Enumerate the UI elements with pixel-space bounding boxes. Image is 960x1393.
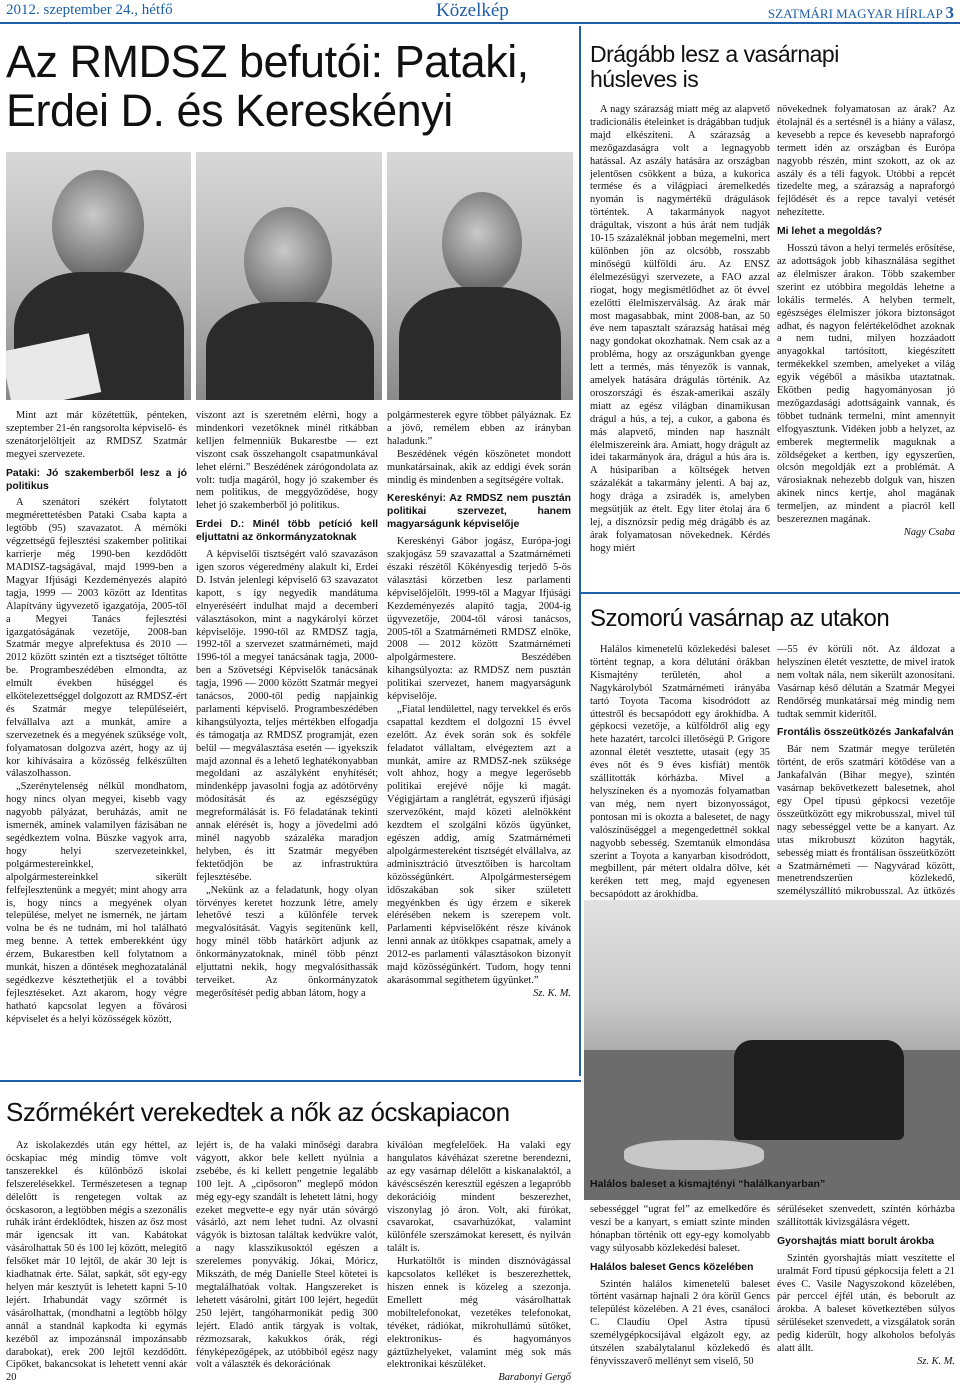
photo-pataki (6, 152, 191, 400)
husleves-headline: Drágább lesz a vasárnapi húsleves is (590, 41, 839, 92)
gencs-signature: Sz. K. M. (917, 1355, 955, 1367)
gencs-column-1: sebességgel “ugrat fel” az emelkedőre és veszi be a kanyart, s emiatt szinte minden hónapban történik ott egy-egy komolyabb vagy súlyosabb közlekedési baleset. Halálos baleset Gencs közelében Szintén halálos kimenetelű baleset történt vasárnap hajnali 2 óra körül Gencs települést közelében. A 21 éves, csanáloci C. Claudiu Opel Astra típusú személygépkocsijával elgázolt egy, az útszélen szabálytalanul közlekedő és fényvisszaverő mellényt sem viselő, 50 (590, 1204, 770, 1367)
section-title: Közelkép (436, 0, 509, 21)
section-rule-right (581, 592, 960, 594)
szormek-column-2: lejért is, de ha valaki minőségi darabra vágyott, akkor bele kellett nyúlnia a zsebébe, és ki kellett pengetnie legalább 100 lejt. A „cipősoron” meglepő módon még egy-egy szandált is lehetett látni, hogy ezeket megvette-e egy nyár után sóvárgó vásárló, azt nem lehet tudni. Az olvasni vágyók is biztosan találtak kedvükre valót, a nagy klasszikusoktól egészen a szerelemes ponyvákig. Jókai, Móricz, Mikszáth, de még Danielle Steel kötetei is megtalálhatóak voltak. Hangszereket is lehetett vásárolni, gitárt 100 lejért, hegedűt 250 lejért, tangóharmonikát pedig 300 lejért. Eladó antik tárgyak is voltak, rézmozsarak, kakukkos órák, régi fényképezőgépek, az utóbbiból egész nagy volt a választék és dekorációnak (196, 1140, 378, 1371)
issue-date: 2012. szeptember 24., hétfő (6, 2, 173, 18)
husleves-column-2: növekednek folyamatosan az árak? Az étolajnál és a sertésnél is a hiány a válasz, kevesebb a repce és kevesebb napraforgó termett idén az országban és Európa nagyobb részén, mint szokott, az ok az aszály és a téli fagyok. Utóbbi a repcét tizedelte meg, a szárazság a napraforgó fejlődését és a repce tavalyi vetését nehezítette. Mi lehet a megoldás? Hosszú távon a helyi termelés erősítése, az adottságok jobb kihasználása segíthet az élelmiszer árakon. Több szakember szerint ez utóbbira megoldás lehetne a lokális termelés. A helyben termelt, egészséges élelmiszer jókora biztonságot adhat, és nagyon felértékelődhet azoknak a nem tudni, milyen hozzáadott anyagokkal tartósított, kiegészített termékekkel szemben, amelyeket a világ egyik végéből a másikba utaztatnak. Ekötben pedig hagyományosan jó mezőgazdasági adottságaink vannak, és többet tudnánk termelni, mint amennyit elfogyasztunk. Vidéken jobb a helyzet, az emberek megtermelik maguknak a zöldségeket a kertben, így egyszerűen, olcsón megoldják ezt a problémát. A városiaknak nehezebb dolguk van, hiszen akinek nincs kertje, ahol magának termeljen, az mindent a piacról kell beszereznen magának. Nagy Csaba (777, 104, 955, 538)
vasarnap-column-2: —55 év körüli nőt. Az áldozat a helyszínen életét vesztette, de mivel iratok nem voltak nála, nem sikerült azonosítani. Vasárnap késő délután a Szatmár Megyei Rendőrség munkatársai még mindig nem tudtak semmit kiderítől. Frontális összeütközés Jankafalván Bár nem Szatmár megye területén történt, de erős szatmári kötődése van a Jankafalván (Bihar megye), szintén vasárnap bekövetkezett balesetnek, ahol egy Opel típusú gépkocsi vezetője összeütközött egy mikrobusszal, mivel túl nagy sebességgel vette be a kanyart. Az utas mikrobuszt közúton hagyták, sebesség miatt és frontálisan összeütközött a Szatmárnémeti — Nagyvárad között, menetrendszerűen közlekedő, személyszállító mikrobusszal. Az ütközés (777, 644, 955, 898)
photo-erdei (196, 152, 382, 400)
crash-caption: Halálos baleset a kismajtényi “halálkanyarban” (590, 1178, 826, 1190)
photo-kereskenyi (387, 152, 573, 400)
rmdsz-column-2: viszont azt is szeretném elérni, hogy a mindenkori vezetőknek minél ritkábban kelljen felmenniük Bukarestbe — ezt viszont csak összehangolt csapatmunkával lehet elérni.” Beszédének zárógondolata az volt: tudja magáról, hogy jó szakember és nem politikus, de meggyőződése, hogy lehet jó szakemberből jó politikus. Erdei D.: Minél több petíció kell eljuttatni az önkormányzatoknak A képviselői tisztségért való szavazáson igen szoros végeredmény alakult ki, Erdei D. István jelenlegi képviselő 63 szavazatot kapott, s így negyedik mandátuma elnyeréséért indulhat majd a decemberi választásokon, mint a nagykárolyi körzet képviselője. 1990-től az RMDSZ tagja, 1992-től a szervezet szatmárnémeti, majd 1996-tól a megyei tanácsának tagja, 2000-ben a Szövetségi Képviselők tanácsának tagja, 1996 — 2000 között Szatmár megyei tanácsos, 2000-től pedig napjainkig parlamenti képviselő. Programbeszédében kihangsúlyozta, teljes mértékben elfogadja és támogatja az RMDSZ programját, ezen belül — megválasztása esetén — igyekszik majd azonnal és a lehető leghatékonyabban megoldani az aszályként enyhítését; mindenképp javasolni fogja az adótörvény módosítását és az egészségügy megreformálását is. Fő feladatának tekinti annak elérését is, hogy a jövedelmi adó minél nagyobb százaléka maradjon helyben, és itt Szatmár megyében fektetődjön be az infrastruktúra fejlesztésébe. „Nekünk az a feladatunk, hogy olyan törvényes keretet hozzunk létre, amely lehetővé teszi a különféle tervek megvalósítását. Vagyis segítenünk kell, hogy minél több határkört adjunk az önkormányzatoknak, minél több pénzt eljuttatni nekik, hogy megvalósíthassák terveiket. Az önkormányzatok megerősítését pedig abban látom, hogy a (196, 410, 378, 999)
szormek-signature: Barabonyi Gergő (498, 1372, 571, 1384)
section-rule-left (0, 1080, 581, 1082)
column-separator (579, 26, 581, 1076)
rmdsz-headline: Az RMDSZ befutói: Pataki, Erdei D. és Kereskényi (6, 36, 529, 136)
paper-name: SZATMÁRI MAGYAR HÍRLAP 3 (767, 3, 954, 22)
szormek-headline: Szőrmékért verekedtek a nők az ócskapiacon (6, 1097, 510, 1127)
szormek-column-1: Az iskolakezdés után egy héttel, az ócskapiac még mindig tömve volt tanszerekkel és különböző iskolai felszerelésekkel. Természetesen a tegnap délelőtt is rengetegen voltak az ócskasoron, a legtöbben mégis a szezonális ruhák iránt érdeklődtek, hiszen az ősz most már igencsak itt van. Kabátokat vásárolhattak 50 és 100 lej között, melegítő felsőket már 10 lejtől, de akár 30 lejt is kiadhatnak érte. Sálat, sapkát, sőt egy-egy helyen már kesztyűt is lehetett kapni 5-10 lejért. Irhabundát vagy szőrmét is vásárolhattak, (mondhatni a legtöbb hölgy annál a standnál kapkodta ki egymás kezéből az impozánsnál impozánsabb darabokat), erek 200 lejtől kezdődött. Cipőket, bakancsokat is lehetett venni akár 20 (6, 1140, 187, 1384)
szormek-column-3: kiválóan megfelelőek. Ha valaki egy hangulatos kávéházat szeretne berendezni, az egy vasárnap délelőtt a kiskanalaktól, a kávéscsészén keresztül egészen a legapróbb dekorációig mindent beszerezhet, viszonylag jó áron. Volt, aki fúrókat, csavarokat, csavarhúzókat, valamint különféle szerszámokat keresett, és nyilván talált is. Hurkatöltőt is minden disznóvágással kapcsolatos kelléket is beszerezhettek, hiszen ennek is közeleg a szezonja. Emellett még vásárolhattak mobiltelefonokat, vezetékes telefonokat, tévéket, rádiókat, mikrohullámú sütőket, elektronikus- és hagyományos gáztűzhelyeket, valamint még sok más elektronikai készüléket. Barabonyi Gergő (387, 1140, 571, 1384)
husleves-column-1: A nagy szárazság miatt még az alapvető tradicionális ételeinket is drágábban tudjuk majd elkészíteni. A szárazság a mezőgazdaságra volt a legnagyobb hatással. Az aszály hatására az országban jelentősen csökkent a búza, a kukorica termése és a világpiaci áremelkedés nyomán is nagymértékű drágulások történtek. A takarmányok nagyot drágultak, viszont a hús árát nem tudják 10-15 százaléknál jobban megemelni, mert különben jön az olcsóbb, rosszabb minőségű külföldi áru. Az ENSZ élelmezésügyi szervezete, a FAO azzal riogat, hogy megismétlődhet az öt évvel ezelőtti élelmiszerválság. Az árak már most magasabbak, mint 2008-ban, az 50 éve nem tapasztalt szárazság hatásai még nagy gondokat okozhatnak. Nem csak az a probléma, hogy az országunkban gyenge lett a termés, más tényezők is vannak, amelyek hatására drágulás történik. Az oroszországi és észak-amerikai aszály miatt az egész világban dinamikusan drágul a hús, a tej, a cukor, a gabona és más alapvető, minden nap használt élelmiszereink ára. Amiatt, hogy drágult az idei takarmányok ára, drágul a hús ára is. A húsipariban a költségek hetven százalékát a takarmány jelenti. A baj az, hogy drága a zsiradék is, amelyben megsütjük az ételt. Egy liter étolaj ára 6 lej, a disznózsír pedig még drágább és az árak folyamatosan növekednek. Kérdés hogy miért (590, 104, 770, 554)
header-rule (0, 22, 960, 24)
vehicle-shape (734, 1040, 904, 1140)
covered-body-shape (624, 1140, 764, 1170)
page-header (0, 0, 960, 22)
husleves-signature: Nagy Csaba (903, 527, 955, 538)
vasarnap-column-1: Halálos kimenetelű közlekedési baleset történt tegnap, a kora délutáni órákban Kismajtény területén, ahol a Nagykárolyból Szatmárnémeti irányába tartó Toyota Tacoma kisodródott az úttestről és becsapódott egy árokhídba. A gépkocsi vezetője, a külföldről alig egy hete hazatért, tarcolci illetőségű P. Grigore azonnal életét vesztette, utasait (egy 35 éves nőt és 9 éves kisfiát) mentők szállították kórházba. Mivel a helyszíneken és a nyomozás folyamatban van még, nem nyert bizonyosságot, pontosan mi is okozta a balesetet, de nagy valószínűséggel a megengedettnél sokkal nagyobb sebesség. Szemtanúk elmondása szerint a Toyota a kanyarban kisodródott, megbillent, pár métert oldalra dőlve, két keréken tett meg, majd egyenesen becsapódott az árokhídba. (590, 644, 770, 901)
crash-photo (584, 900, 960, 1200)
rmdsz-column-1: Mint azt már közétettük, pénteken, szeptember 21-én rangsorolta képviselő- és szenátorjelöltjeit az RMDSZ Szatmár megyei szervezete. Pataki: Jó szakemberből lesz a jó politikus A szenátori székért folytatott megmérettetésben Pataki Csaba kapta a legtöbb (95) szavazatot. A mérnöki végzettségű fejlesztési szakember politikai karrierje még 1990-ben kezdődött MADISZ-tagságával, majd 1999-ben a Magyar Ifjúsági Kezdeményezés alapító tagja, 1999 — 2003 között az Identitas Alapítvány ügyvezető igazgatója, 2005-től a Megyei Tanács fejlesztési igazgatóságának vezetője, 2008-ban Szatmár megye alprefektusa és 2010 — 2012 között szintén ezt a tisztséget töltötte be. Programbeszédében elmondta, az elmúlt években hűséggel és elkötelezettséggel dolgozott az RMDSZ-ért és Szatmár megye településeiért, felvállalva azt a munkát, amire a szervezetnek és a megyének szüksége volt, folyamatosan dolgozva azért, hogy az új kor kihívásaira a közösség felkészülten válaszolhasson. „Szerénytelenség nélkül mondhatom, hogy nincs olyan megyei, kisebb vagy nagyobb pályázat, beruházás, amit ne ismernék, aminek valamilyen fázisában ne segédkeztem volna. Büszke vagyok arra, hogy helyi szervezeteinkkel, polgármestereinkkel, alpolgármestereinkkel sikerült felfejlesztenünk a megyét; mint ahogy arra is, hogy nincs a megyének olyan települése, melyet ne ismernék, ne jártam volna be és ne tudnám, mi hol található meg benne. A tettek emberekként úgy érzem, Bukarestben kell folytatnom a munkát, hiszen a döntések meghozatalánál segédkezve késztethetjük el a további fejlesztéseket. Azt akarom, hogy végre hatható kapcsolat legyen a fővárosi képviselet és a helyi közösségek között, (6, 410, 187, 1025)
rmdsz-column-3: polgármesterek egyre többet pályáznak. Ez a jövő, remélem ebben az irányban haladunk.” Beszédének végén köszönetet mondott munkatársainak, akik az eddigi évek során mindig és mindenben a segítségére voltak. Kereskényi: Az RMDSZ nem pusztán politikai szervezet, hanem magyarságunk képviselője Kereskényi Gábor jogász, Európa-jogi szakjogász 59 szavazattal a Szatmárnémeti északi részétől Kökényesdig terjedő 5-ös választási körzetben lesz parlamenti képviselőjelölt. 1999-től a Magyar Ifjúsági Kezdeményezés alapító tagja, 2004-ig ügyvezetője, 2004-től városi tanácsos, 2005-től a Szatmárnémeti RMDSZ elnöke, 2008 — 2012 között Szatmárnémeti alpolgármestere. Beszédében kihangsúlyozta: az RMDSZ nem pusztán politikai szervezet, hanem magyarságunk képviselője. „Fiatal lendülettel, nagy tervekkel és erős csapattal kezdtem el dolgozni 15 évvel ezelőtt. Az évek során sok és sokféle feladatot vállaltam, elvégeztem azt a munkát, amire az RMDSZ-nek szüksége volt ahhoz, hogy a megye legerősebb politikai erejévé nőjje ki magát. Végigjártam a ranglétrát, egyszerű ifjúsági szervezőként, majd közeti alelnökként kezdtem el szolgálni közös ügyünket, egészen addig, amíg Szatmárnémeti alpolgármestereként tisztségét elvállalva, az adminisztráció ütvesztőiben is harcoltam közösségünkért. Alpolgármesterségem időszakában sok siker született megyénkben és úgy érzem e sikerek elérésében nekem is szerepem volt. Parlamenti képviselőként része kívánok lenni annak az útökkpes csapatnak, amely a 2012-es parlamenti választásokon bizonyít majd közösségünkért. Tudom, hogy tenni akarásommal segíthetem ügyünket.” Sz. K. M. (387, 410, 571, 999)
vasarnap-headline: Szomorú vasárnap az utakon (590, 605, 890, 632)
rmdsz-signature: Sz. K. M. (533, 987, 571, 999)
gencs-column-2: sérüléseket szenvedett, szintén kórházba szállították kivizsgálásra végett. Gyorshajtás miatt borult árokba Szintén gyorshajtás miatt veszítette el uralmát Ford típusú gépkocsija felett a 21 éves C. Vasile Nagyszokond közelében, pár perccel éjfél után, és beborult az árokba. A baleset következtében súlyos sérüléseket szenvedett, a vizsgálatok során pedig kiderült, hogy alkoholos befolyás alatt állt. Sz. K. M. (777, 1204, 955, 1367)
